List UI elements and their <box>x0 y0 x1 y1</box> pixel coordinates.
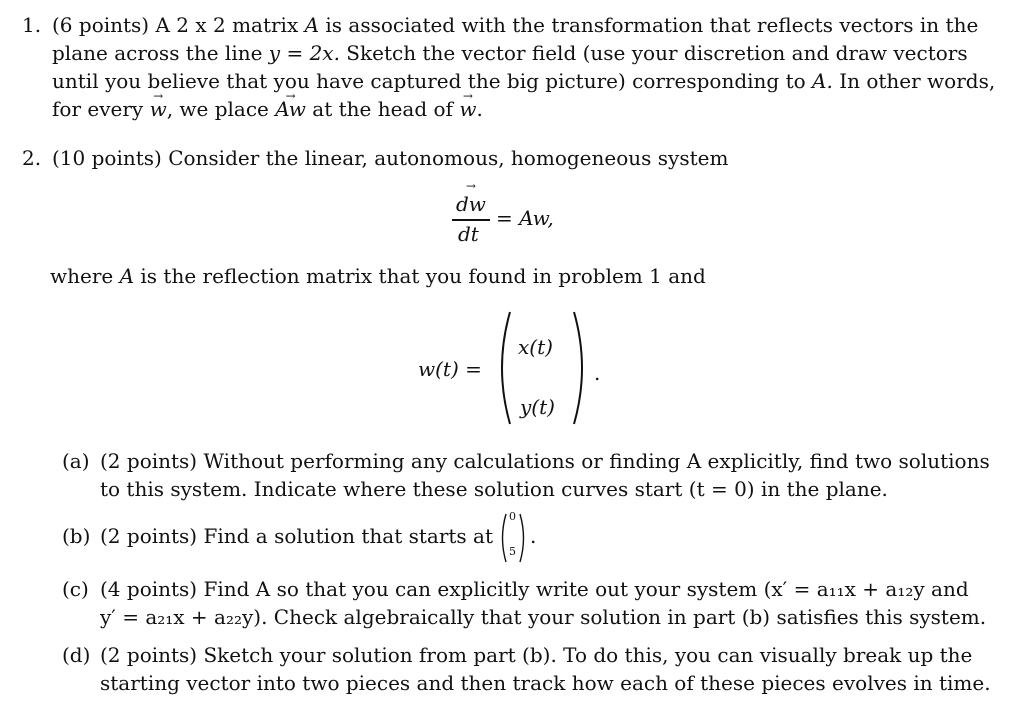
part-b-label: (b) <box>62 524 91 548</box>
where-post: is the reflection matrix that you found in problem 1 and <box>140 264 706 288</box>
b-vector-top: 0 <box>509 510 516 523</box>
problem-2-intro: (10 points) Consider the linear, autonomous, homogeneous system <box>52 146 729 170</box>
part-a-line-2: to this system. Indicate where these solution curves start (t = 0) in the plane. <box>100 477 888 501</box>
equation-rhs-text: = Aw, <box>496 206 554 230</box>
problem-1-line-1 <box>52 12 978 38</box>
part-d-label: (d) <box>62 643 91 667</box>
part-d-line-2: starting vector into two pieces and then track how each of these pieces evolves in time. <box>100 671 991 695</box>
where-pre: where <box>50 264 114 288</box>
problem-1-line-2 <box>52 40 968 66</box>
yt-entry: y(t) <box>520 395 555 419</box>
part-c-label: (c) <box>62 577 89 601</box>
fraction-bar <box>452 219 490 221</box>
derivative-fraction <box>452 190 490 250</box>
p1-l1-post: is associated with the transformation that reflects vectors in the <box>325 13 979 37</box>
w-vector: → w <box>150 96 167 122</box>
p1-l4-a: for every <box>52 97 144 121</box>
p1-l3: until you believe that you have captured the big picture) corresponding to <box>52 69 806 93</box>
small-left-paren <box>503 514 507 562</box>
dw-numerator: → dw <box>456 192 486 216</box>
p1-l2-post: Sketch the vector field (use your discretion and draw vectors <box>346 41 968 65</box>
right-paren <box>574 312 582 424</box>
vector-period: . <box>594 361 601 385</box>
part-c-line-1: (4 points) Find A so that you can explicitly write out your system (x′ = a₁₁x + a₁₂y and <box>100 577 969 601</box>
part-a-line-1: (2 points) Without performing any calculations or finding A explicitly, find two solutions <box>100 449 990 473</box>
part-a-label: (a) <box>62 449 90 473</box>
equation-rhs <box>496 205 554 231</box>
p1-l3-A: A. <box>812 69 833 93</box>
p1-l1-pre: (6 points) A 2 x 2 matrix <box>52 13 299 37</box>
problem-1-line-3 <box>52 68 995 94</box>
xt-entry: x(t) <box>518 335 553 359</box>
problem-1-line-4: for every → w, we place → Aw at the head of → w. <box>52 96 483 122</box>
part-b-line-1: (2 points) Find a solution that starts at <box>100 524 493 548</box>
p1-l4-c: at the head of <box>312 97 453 121</box>
p1-l3-post: In other words, <box>839 69 996 93</box>
p1-l1-A: A <box>304 13 320 37</box>
p1-l2-pre: plane across the line <box>52 41 263 65</box>
b-period: . <box>530 524 537 548</box>
part-d-line-1: (2 points) Sketch your solution from part (b). To do this, you can visually break up the <box>100 643 973 667</box>
p1-l4-b: , we place <box>166 97 269 121</box>
small-right-paren <box>520 514 524 562</box>
wt-label <box>418 356 482 382</box>
Aw-vector: → Aw <box>275 96 306 122</box>
b-vector-bottom: 5 <box>509 545 516 558</box>
part-c-line-2: y′ = a₂₁x + a₂₂y). Check algebraically that your solution in part (b) satisfies this system. <box>100 605 987 629</box>
p1-l2-eq: y = 2x. <box>268 41 340 65</box>
w-vector-2: → w <box>459 96 476 122</box>
problem-1-number: 1. <box>22 13 42 37</box>
wt-text: w(t) = <box>418 357 482 381</box>
dt-denominator: dt <box>458 222 479 246</box>
problem-2-number: 2. <box>22 146 42 170</box>
where-line <box>50 263 706 289</box>
where-A: A <box>119 264 135 288</box>
left-paren <box>502 312 510 424</box>
